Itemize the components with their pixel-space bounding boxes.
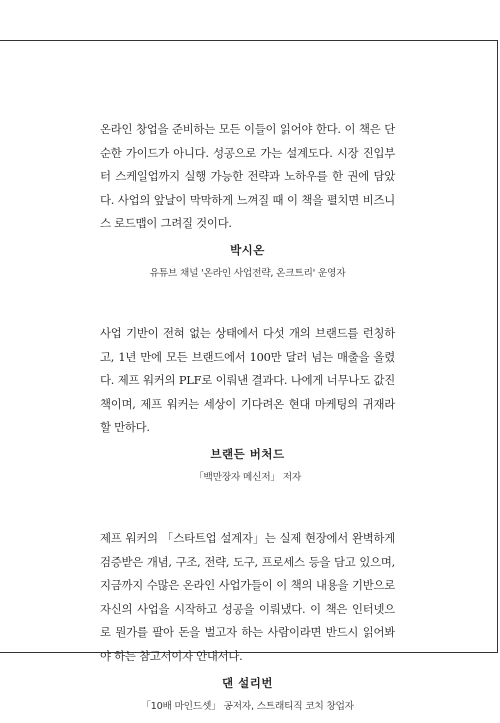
endorsement-text: 제프 워커의 「스타트업 설계자」는 실제 현장에서 완벽하게 검증받은 개념, 구조, 전략, 도구, 프로세스 등을 담고 있으며, 지금까지 수많은 온라인 사업가들이 이 책의 내용을 기반으로 자신의 사업을 시작하고 성공을 이뤄냈다. 이 책은 인터넷으로 뭔가를 팔아 돈을 벌고자 하는 사람이라면 반드시 읽어봐야 하는 참고서이자 안내서다. (100, 530, 395, 663)
endorser-name: 브랜든 버처드 (210, 446, 285, 461)
endorser-description: 「10배 마인드셋」 공저자, 스트래티직 코치 창업자 (141, 700, 354, 712)
endorsement-text: 사업 기반이 전혀 없는 상태에서 다섯 개의 브랜드를 런칭하고, 1년 만에 모든 브랜드에서 100만 달러 넘는 매출을 올렸다. 제프 워커의 PLF로 이뤄낸 결과다. 나에게 너무나도 값진 책이며, 제프 워커는 세상이 기다려온 현대 마케팅의 귀재라 할 만하다. (100, 325, 395, 435)
endorsement-text: 온라인 창업을 준비하는 모든 이들이 읽어야 한다. 이 책은 단순한 가이드가 아니다. 성공으로 가는 설계도다. 시장 진입부터 스케일업까지 실행 가능한 전략과 노하우를 한 권에 담았다. 사업의 앞날이 막막하게 느껴질 때 이 책을 펼치면 비즈니스 로드맵이 그려질 것이다. (100, 122, 395, 231)
endorser-description: 「백만장자 메신저」 저자 (193, 471, 302, 483)
endorser-name: 댄 설리번 (222, 675, 273, 690)
endorsement-block (100, 527, 395, 712)
endorsement-block (100, 118, 395, 279)
endorser-name: 박시온 (230, 242, 265, 257)
endorser-description: 유튜브 채널 '온라인 사업전략, 온크트리' 운영자 (149, 267, 346, 279)
endorsements-section (100, 118, 395, 712)
endorsement-block (100, 322, 395, 483)
